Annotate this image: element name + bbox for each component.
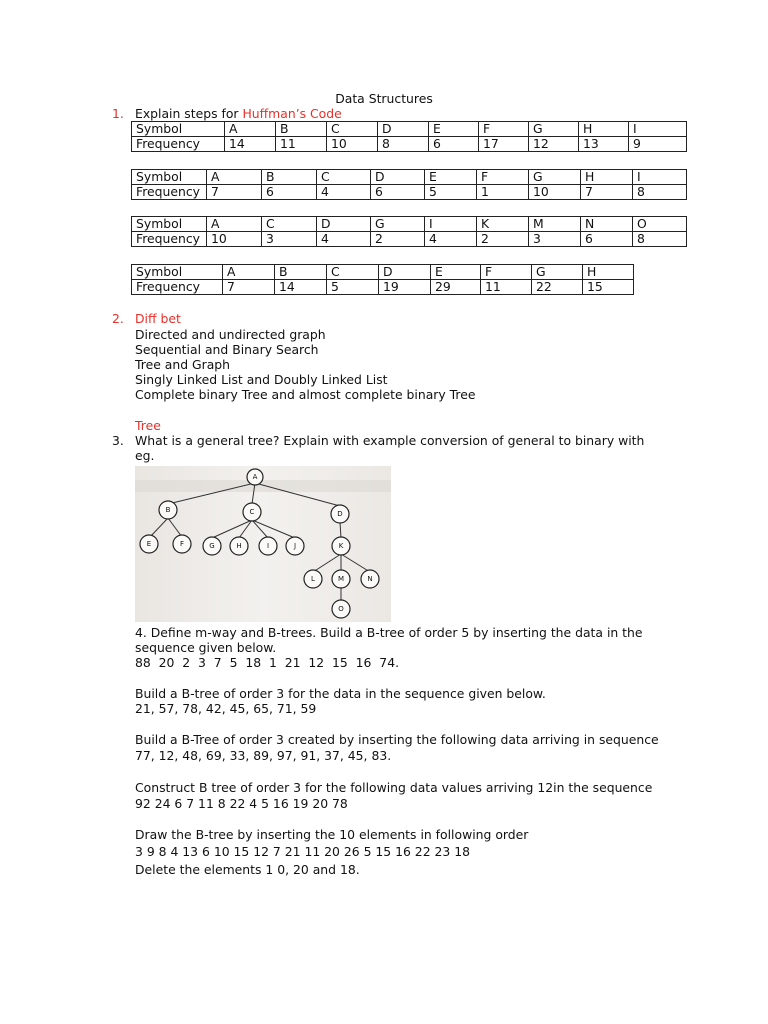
table-cell: A: [225, 122, 276, 137]
q1-question: [135, 106, 342, 121]
construct-question: Construct B tree of order 3 for the following data values arriving 12in the sequence: [135, 780, 653, 795]
tree-node-label: J: [293, 542, 297, 550]
table-cell: D: [371, 170, 425, 185]
table-row-frequencies: [132, 185, 687, 200]
frequency-table-4: [131, 264, 634, 295]
table-cell: I: [633, 170, 687, 185]
delete-instruction: Delete the elements 1 0, 20 and 18.: [135, 862, 360, 877]
table-cell: H: [583, 265, 634, 280]
tree-node-label: N: [367, 575, 373, 583]
table-cell: 17: [479, 137, 529, 152]
q3-number: 3.: [112, 433, 124, 448]
tree-node-label: I: [266, 542, 270, 550]
table-row-symbols: [132, 217, 687, 232]
table-cell: Frequency: [132, 280, 223, 295]
table-cell: 6: [429, 137, 479, 152]
table-cell: 3: [529, 232, 581, 247]
table-cell: 7: [581, 185, 633, 200]
tree-node-label: A: [252, 473, 258, 481]
table-cell: G: [371, 217, 425, 232]
table-cell: 4: [425, 232, 477, 247]
table-row-symbols: [132, 265, 634, 280]
table-cell: Symbol: [132, 217, 207, 232]
table-cell: 2: [371, 232, 425, 247]
table-cell: 8: [633, 185, 687, 200]
tree-node-label: K: [338, 542, 344, 550]
table-cell: 1: [477, 185, 529, 200]
table-cell: I: [629, 122, 687, 137]
table-cell: 6: [581, 232, 633, 247]
table-cell: B: [262, 170, 317, 185]
table-cell: H: [579, 122, 629, 137]
tree-node-label: L: [311, 575, 315, 583]
scan-shade: [135, 480, 391, 492]
q2-heading: Diff bet: [135, 311, 181, 326]
table-cell: 8: [633, 232, 687, 247]
table-cell: 22: [532, 280, 583, 295]
table-row-frequencies: [132, 232, 687, 247]
table-cell: 19: [379, 280, 431, 295]
table-cell: 6: [371, 185, 425, 200]
table-cell: E: [429, 122, 479, 137]
table-cell: 7: [207, 185, 262, 200]
table-cell: N: [581, 217, 633, 232]
tree-node-label: O: [338, 605, 344, 613]
q3-line-1: What is a general tree? Explain with example conversion of general to binary with: [135, 433, 645, 448]
table-cell: K: [477, 217, 529, 232]
table-cell: G: [529, 122, 579, 137]
table-row-frequencies: [132, 280, 634, 295]
table-cell: Frequency: [132, 232, 207, 247]
q2-item: Directed and undirected graph: [135, 327, 326, 342]
table-cell: 7: [223, 280, 275, 295]
table-cell: 8: [378, 137, 429, 152]
table-cell: Frequency: [132, 185, 207, 200]
table-cell: 10: [529, 185, 581, 200]
table-cell: 9: [629, 137, 687, 152]
table-cell: Frequency: [132, 137, 225, 152]
tree-node-label: H: [236, 542, 242, 550]
construct-data-sequence: 92 24 6 7 11 8 22 4 5 16 19 20 78: [135, 796, 348, 811]
q2-item: Tree and Graph: [135, 357, 231, 372]
table-cell: 6: [262, 185, 317, 200]
table-cell: 11: [481, 280, 532, 295]
table-cell: D: [379, 265, 431, 280]
tree-node-label: M: [337, 575, 345, 583]
table-cell: 10: [327, 137, 378, 152]
table-cell: 13: [579, 137, 629, 152]
frequency-table-1: [131, 121, 687, 152]
table-cell: 2: [477, 232, 529, 247]
table-cell: 12: [529, 137, 579, 152]
frequency-table-3: [131, 216, 687, 247]
q4-line-2: sequence given below.: [135, 640, 277, 655]
q2-item: Sequential and Binary Search: [135, 342, 319, 357]
q4-data-sequence: 88 20 2 3 7 5 18 1 21 12 15 16 74.: [135, 655, 400, 670]
table-cell: 29: [431, 280, 481, 295]
table-cell: 5: [425, 185, 477, 200]
table-cell: 10: [207, 232, 262, 247]
q3-line-2: eg.: [135, 448, 155, 463]
q1-prefix: Explain steps for: [135, 106, 243, 121]
tree-node-label: F: [179, 540, 185, 548]
table-cell: Symbol: [132, 170, 207, 185]
table-cell: A: [207, 217, 262, 232]
table-cell: M: [529, 217, 581, 232]
q2-number: 2.: [112, 311, 124, 326]
order3b-data-sequence: 77, 12, 48, 69, 33, 89, 97, 91, 37, 45, 83.: [135, 748, 392, 763]
q2-item: Complete binary Tree and almost complete binary Tree: [135, 387, 476, 402]
tree-node-label: D: [337, 510, 343, 518]
table-cell: C: [327, 122, 378, 137]
table-cell: Symbol: [132, 122, 225, 137]
table-row-symbols: [132, 122, 687, 137]
frequency-table-2: [131, 169, 687, 200]
table-cell: E: [425, 170, 477, 185]
table-row-frequencies: [132, 137, 687, 152]
tree-node-label: B: [165, 506, 171, 514]
table-cell: 14: [225, 137, 276, 152]
table-cell: C: [262, 217, 317, 232]
q2-item: Singly Linked List and Doubly Linked List: [135, 372, 388, 387]
draw-data-sequence: 3 9 8 4 13 6 10 15 12 7 21 11 20 26 5 15 16 22 23 18: [135, 844, 470, 859]
table-cell: B: [276, 122, 327, 137]
table-cell: C: [327, 265, 379, 280]
q4-line-1: 4. Define m-way and B-trees. Build a B-tree of order 5 by inserting the data in the: [135, 625, 643, 640]
order3-question: Build a B-tree of order 3 for the data in the sequence given below.: [135, 686, 546, 701]
table-cell: 4: [317, 185, 371, 200]
tree-node-label: E: [146, 540, 152, 548]
table-cell: H: [581, 170, 633, 185]
table-cell: 3: [262, 232, 317, 247]
table-cell: 11: [276, 137, 327, 152]
q1-highlight: Huffman’s Code: [242, 106, 342, 121]
table-cell: D: [378, 122, 429, 137]
page-title: Data Structures: [335, 91, 433, 106]
table-cell: B: [275, 265, 327, 280]
table-cell: 4: [317, 232, 371, 247]
table-cell: A: [207, 170, 262, 185]
order3-data-sequence: 21, 57, 78, 42, 45, 65, 71, 59: [135, 701, 317, 716]
draw-question: Draw the B-tree by inserting the 10 elements in following order: [135, 827, 529, 842]
table-cell: I: [425, 217, 477, 232]
q1-number: 1.: [112, 106, 124, 121]
general-tree-diagram: [135, 466, 391, 622]
table-cell: 15: [583, 280, 634, 295]
tree-node-label: G: [209, 542, 215, 550]
table-cell: 5: [327, 280, 379, 295]
table-cell: F: [479, 122, 529, 137]
table-cell: G: [529, 170, 581, 185]
table-cell: F: [477, 170, 529, 185]
table-cell: Symbol: [132, 265, 223, 280]
table-row-symbols: [132, 170, 687, 185]
order3b-question: Build a B-Tree of order 3 created by inserting the following data arriving in sequence: [135, 732, 659, 747]
table-cell: C: [317, 170, 371, 185]
table-cell: A: [223, 265, 275, 280]
table-cell: D: [317, 217, 371, 232]
section-heading-tree: Tree: [135, 418, 161, 433]
table-cell: 14: [275, 280, 327, 295]
table-cell: F: [481, 265, 532, 280]
tree-node-label: C: [249, 508, 255, 516]
table-cell: E: [431, 265, 481, 280]
table-cell: G: [532, 265, 583, 280]
table-cell: O: [633, 217, 687, 232]
